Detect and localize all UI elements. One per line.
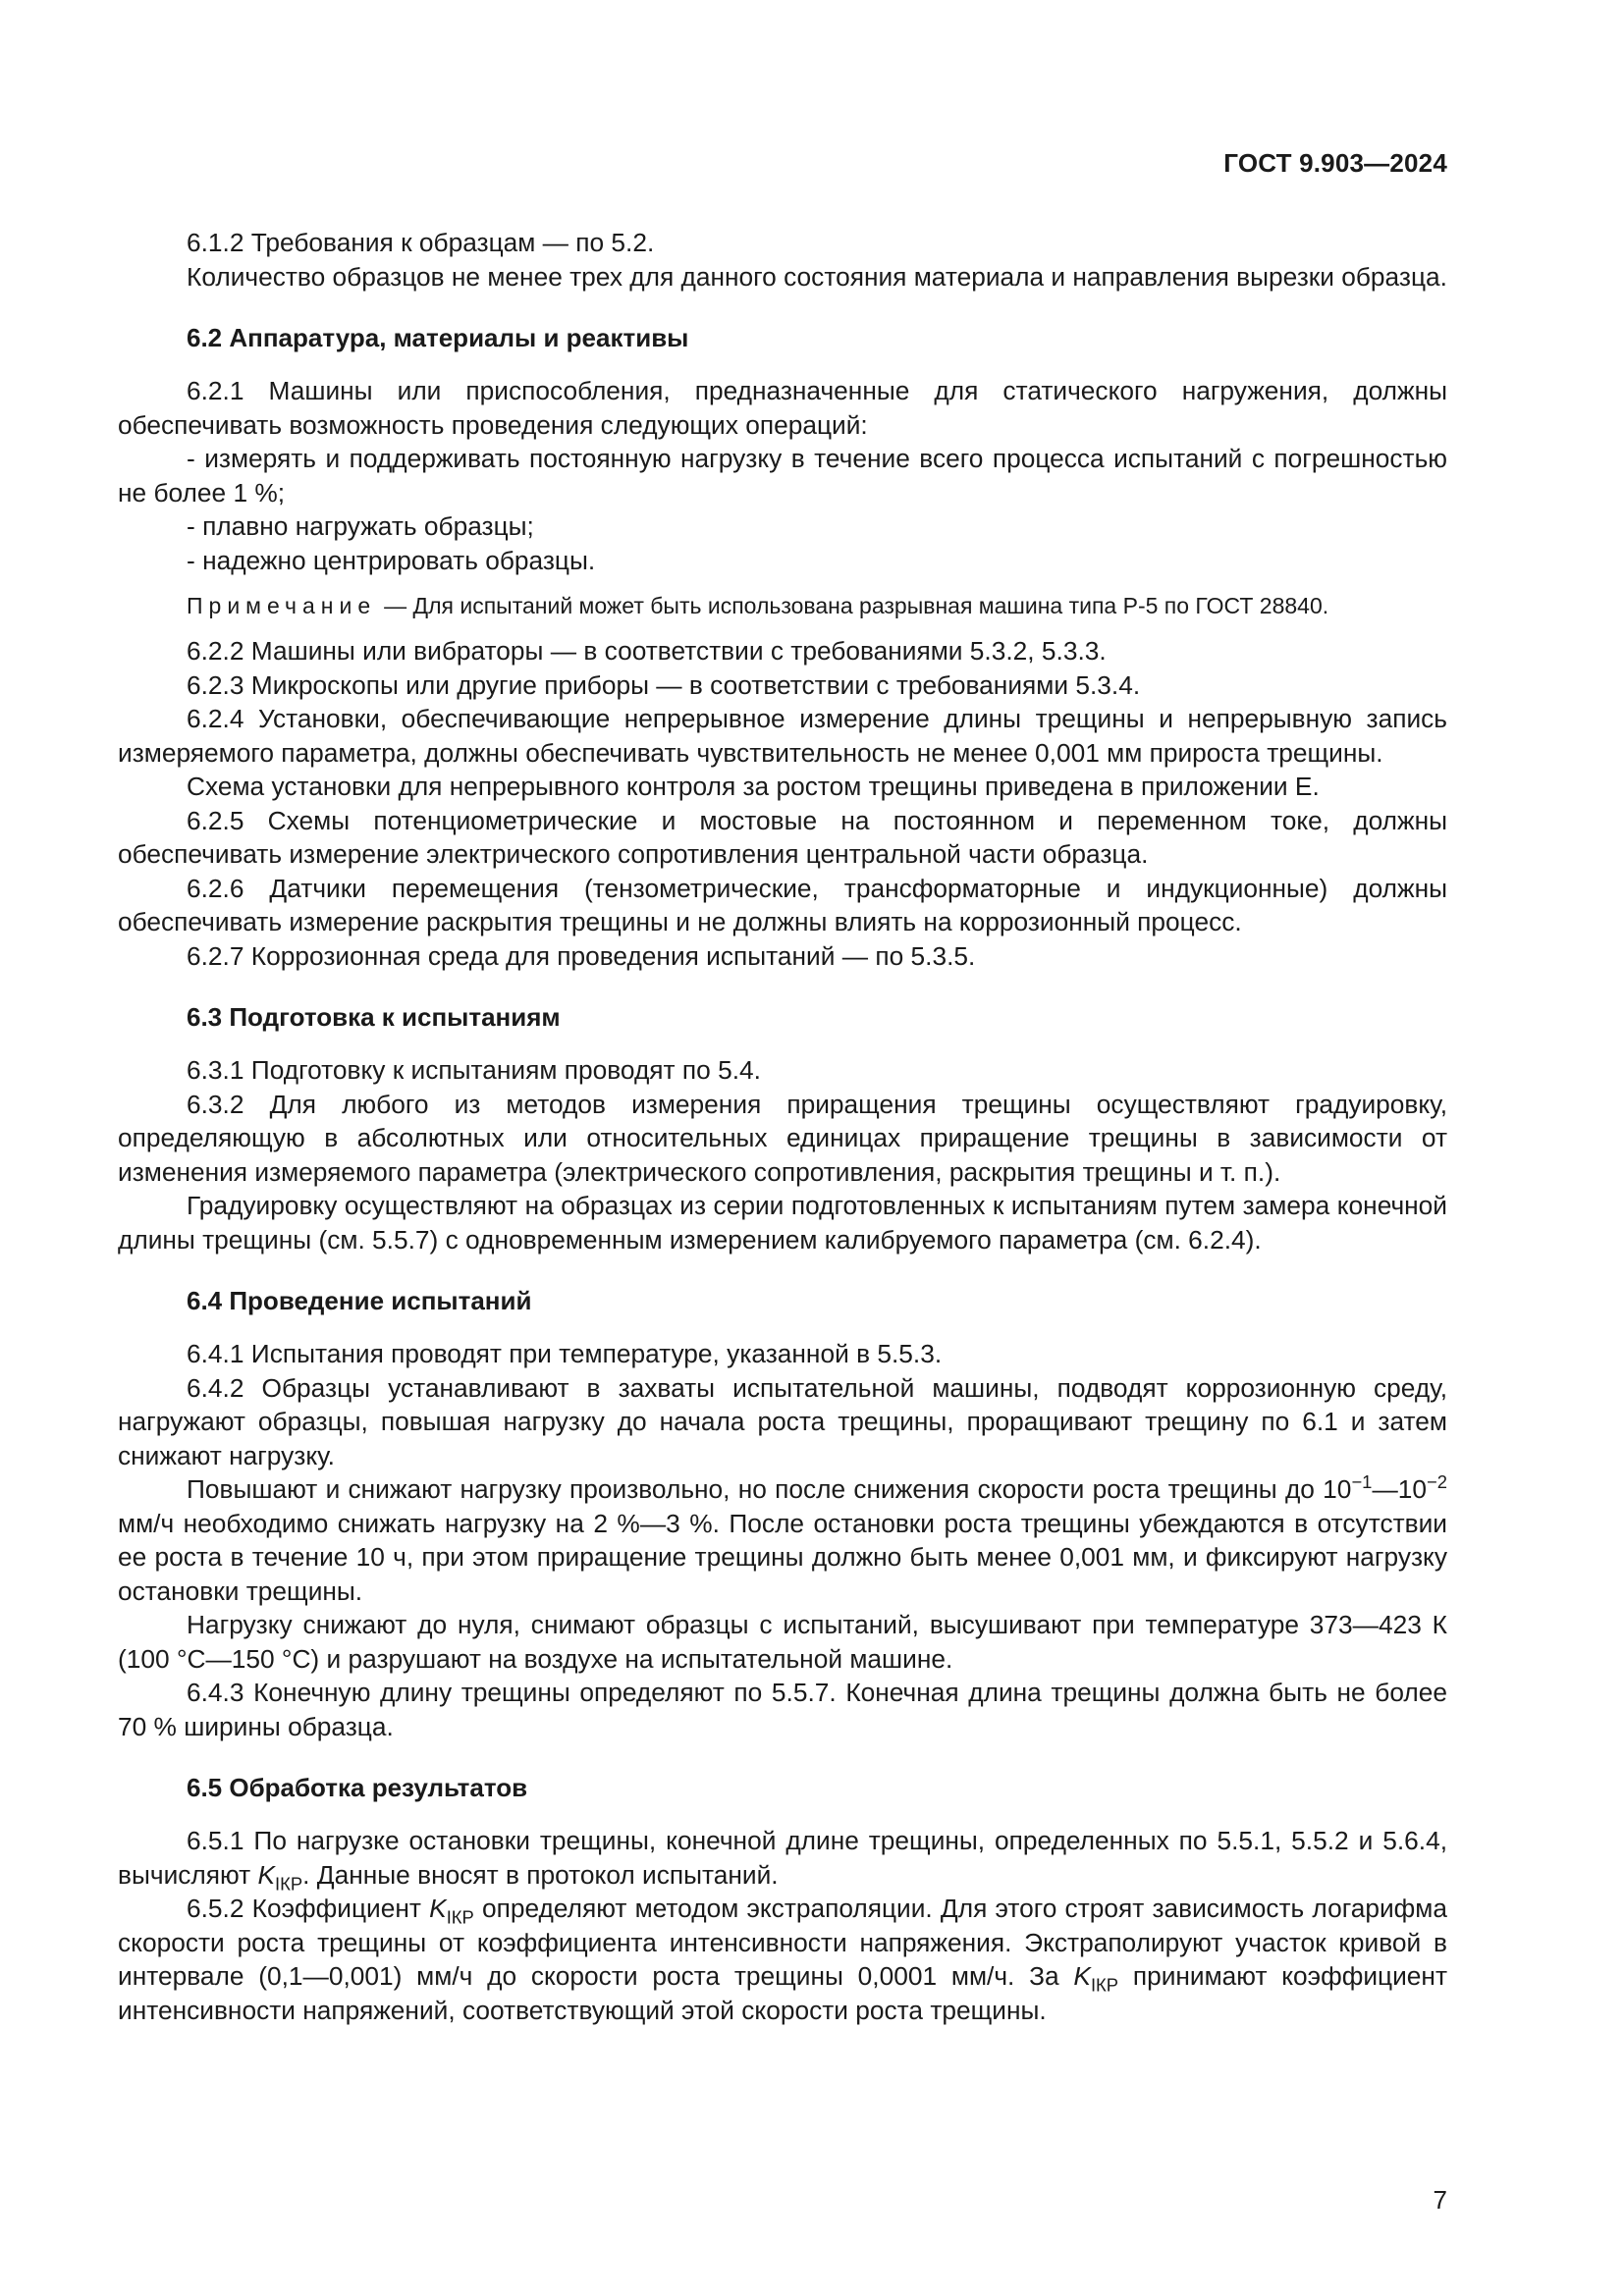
clause-6-2-3: 6.2.3 Микроскопы или другие приборы — в соответствии с требованиями 5.3.4.	[187, 669, 1141, 700]
clause-6-2-4-text: Схема установки для непрерывного контроля за ростом трещины приведена в приложении Е.	[187, 772, 1320, 801]
clause-6-4-2-text-2: Нагрузку снижают до нуля, снимают образцы с испытаний, высушивают при температуре 373—423 К (100 °С—150 °С) и разрушают на воздухе на испытательной машине.	[118, 1610, 1447, 1674]
clause-6-4-2-text: Повышают и снижают нагрузку произвольно, но после снижения скорости роста трещины до $10^{-1}—10^{-2}$ мм/ч необходимо снижать нагрузку на 2 %—3 %. После остановки роста трещины убеждаются в отсутствии ее роста в течение 10 ч, при этом приращение трещины должно быть менее 0,001 мм, и фиксируют нагрузку остановки трещины.	[118, 1471, 1447, 1606]
clause-6-2-1: 6.2.1 Машины или приспособления, предназначенные для статического нагружения, должны обеспечивать возможность проведения следующих операций:	[118, 376, 1447, 440]
clause-6-3-2-text: Градуировку осуществляют на образцах из серии подготовленных к испытаниям путем замера конечной длины трещины (см. 5.5.7) с одновременным измерением калибруемого параметра (см. 6.2.4).	[118, 1191, 1447, 1255]
note-label: Примечание	[187, 593, 377, 618]
symbol-k: K	[429, 1894, 447, 1923]
clause-6-3-2: 6.3.2 Для любого из методов измерения приращения трещины осуществляют градуировку, определяющую в абсолютных или относительных единицах приращение трещины в зависимости от изменения измеряемого параметра (электрического сопротивления, раскрытия трещины и т. п.).	[118, 1089, 1447, 1187]
list-item: - измерять и поддерживать постоянную нагрузку в течение всего процесса испытаний с погрешностью не более 1 %;	[118, 444, 1447, 507]
symbol-k-subscript: IКР	[275, 1872, 303, 1894]
heading-6-4: 6.4 Проведение испытаний	[187, 1286, 532, 1315]
clause-6-4-1: 6.4.1 Испытания проводят при температуре, указанной в 5.5.3.	[187, 1339, 943, 1368]
heading-6-3: 6.3 Подготовка к испытаниям	[187, 1002, 561, 1032]
document-code: ГОСТ 9.903—2024	[1223, 148, 1447, 178]
clause-6-1-2-text: Количество образцов не менее трех для данного состояния материала и направления вырезки образца.	[187, 261, 1447, 292]
page-number: 7	[1433, 2185, 1447, 2215]
symbol-k: K	[257, 1859, 276, 1890]
clause-6-1-2: 6.1.2 Требования к образцам — по 5.2.	[187, 228, 655, 257]
list-item: - плавно нагружать образцы;	[187, 511, 534, 541]
clause-6-2-6: 6.2.6 Датчики перемещения (тензометрические, трансформаторные и индукционные) должны обеспечивать измерение раскрытия трещины и не должны влиять на коррозионный процесс.	[118, 873, 1447, 936]
clause-6-5-1: 6.5.1 По нагрузке остановки трещины, конечной длине трещины, определенных по 5.5.1, 5.5.2 и 5.6.4, вычисляют $K_{IКР}$. Данные вносят в протокол испытаний.	[118, 1826, 1447, 1894]
clause-6-2-2: 6.2.2 Машины или вибраторы — в соответствии с требованиями 5.3.2, 5.3.3.	[187, 636, 1107, 666]
clause-6-4-2: 6.4.2 Образцы устанавливают в захваты испытательной машины, подводят коррозионную среду, нагружают образцы, повышая нагрузку до начала роста трещины, проращивают трещину по 6.1 и затем снижают нагрузку.	[118, 1372, 1447, 1470]
clause-6-2-4: 6.2.4 Установки, обеспечивающие непрерывное измерение длины трещины и непрерывную запись измеряемого параметра, должны обеспечивать чувствительность не менее 0,001 мм прироста трещины.	[118, 704, 1447, 768]
clause-6-3-1: 6.3.1 Подготовку к испытаниям проводят по 5.4.	[187, 1055, 761, 1085]
page-content	[118, 226, 1447, 2027]
note-text: — Для испытаний может быть использована разрывная машина типа Р-5 по ГОСТ 28840.	[384, 593, 1329, 618]
symbol-k: K	[1073, 1961, 1091, 1991]
heading-6-2: 6.2 Аппаратура, материалы и реактивы	[187, 323, 689, 352]
list-item: - надежно центрировать образцы.	[187, 545, 596, 575]
clause-6-2-5: 6.2.5 Схемы потенциометрические и мостовые на постоянном и переменном токе, должны обеспечивать измерение электрического сопротивления центральной части образца.	[118, 805, 1447, 869]
heading-6-5: 6.5 Обработка результатов	[187, 1773, 528, 1802]
clause-6-5-2: 6.5.2 Коэффициент $K_{IКР}$ определяют методом экстраполяции. Для этого строят зависимость логарифма скорости роста трещины от коэффициента интенсивности напряжения. Экстраполируют участок кривой в интервале (0,1—0,001) мм/ч до скорости роста трещины 0,0001 мм/ч. За $K_{IКР}$ принимают коэффициент интенсивности напряжений, соответствующий этой скорости роста трещины.	[118, 1894, 1447, 2025]
clause-6-2-7: 6.2.7 Коррозионная среда для проведения испытаний — по 5.3.5.	[187, 940, 976, 971]
symbol-k-subscript: IКР	[446, 1906, 474, 1928]
note	[187, 591, 1447, 620]
symbol-k-subscript: IКР	[1090, 1974, 1119, 1996]
clause-6-4-3: 6.4.3 Конечную длину трещины определяют по 5.5.7. Конечная длина трещины должна быть не более 70 % ширины образца.	[118, 1678, 1447, 1741]
